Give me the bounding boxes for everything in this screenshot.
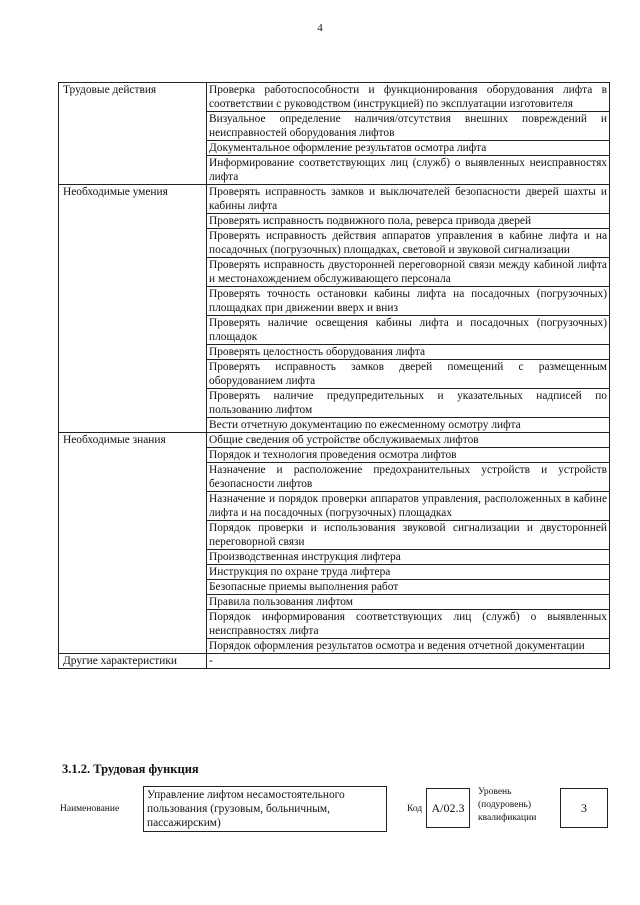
section-label: Трудовые действия [59,83,207,185]
page-number: 4 [317,22,323,34]
section-item: - [207,654,610,669]
section-item: Проверять исправность замков и выключателей безопасности дверей шахты и кабины лифта [207,185,610,214]
section-item: Порядок проверки и использования звуковой сигнализации и двусторонней переговорной связи [207,521,610,550]
function-code-box: A/02.3 [426,788,470,828]
section-item: Проверять точность остановки кабины лифта на посадочных (погрузочных) площадках при движении вверх и вниз [207,287,610,316]
section-item: Производственная инструкция лифтера [207,550,610,565]
section-item: Документальное оформление результатов осмотра лифта [207,141,610,156]
section-item: Проверять исправность подвижного пола, реверса привода дверей [207,214,610,229]
qualification-level-label: Уровень (подуровень) квалификации [478,787,537,823]
section-item: Общие сведения об устройстве обслуживаемых лифтов [207,433,610,448]
section-item: Назначение и порядок проверки аппаратов управления, расположенных в кабине лифта и на посадочных (погрузочных) площадках [207,492,610,521]
section-item: Правила пользования лифтом [207,595,610,610]
name-label: Наименование [60,804,120,814]
section-item: Проверять исправность замков дверей помещений с размещенным оборудованием лифта [207,360,610,389]
section-item: Вести отчетную документацию по ежесменному осмотру лифта [207,418,610,433]
section-item: Проверять наличие предупредительных и указательных надписей по пользованию лифтом [207,389,610,418]
section-item: Инструкция по охране труда лифтера [207,565,610,580]
section-label: Необходимые умения [59,185,207,433]
section-item: Назначение и расположение предохранительных устройств и устройств безопасности лифтов [207,463,610,492]
table-row [59,433,610,448]
work-function-table [58,82,610,669]
section-label: Необходимые знания [59,433,207,654]
section-item: Проверять целостность оборудования лифта [207,345,610,360]
section-item: Порядок информирования соответствующих лиц (служб) о выявленных неисправностях лифта [207,610,610,639]
section-title: 3.1.2. Трудовая функция [62,762,199,776]
section-item: Информирование соответствующих лиц (служб) о выявленных неисправностях лифта [207,156,610,185]
section-item: Проверять исправность двусторонней переговорной связи между кабиной лифта и местонахождением обслуживающего персонала [207,258,610,287]
code-label: Код [407,804,423,814]
section-item: Проверка работоспособности и функционирования оборудования лифта в соответствии с руководством (инструкцией) по эксплуатации изготовителя [207,83,610,112]
table-row [59,185,610,214]
table-row [59,654,610,669]
section-item: Порядок и технология проведения осмотра лифтов [207,448,610,463]
function-name-box: Управление лифтом несамостоятельного пользования (грузовым, больничным, пассажирским) [143,786,387,832]
section-item: Проверять наличие освещения кабины лифта и посадочных (погрузочных) площадок [207,316,610,345]
table-row [59,83,610,112]
qualification-level-box: 3 [560,788,608,828]
section-item: Безопасные приемы выполнения работ [207,580,610,595]
section-item: Порядок оформления результатов осмотра и ведения отчетной документации [207,639,610,654]
section-item: Проверять исправность действия аппаратов управления в кабине лифта и на посадочных (погрузочных) площадках, световой и звуковой сигнализации [207,229,610,258]
section-item: Визуальное определение наличия/отсутствия внешних повреждений и неисправностей оборудования лифтов [207,112,610,141]
section-label: Другие характеристики [59,654,207,669]
